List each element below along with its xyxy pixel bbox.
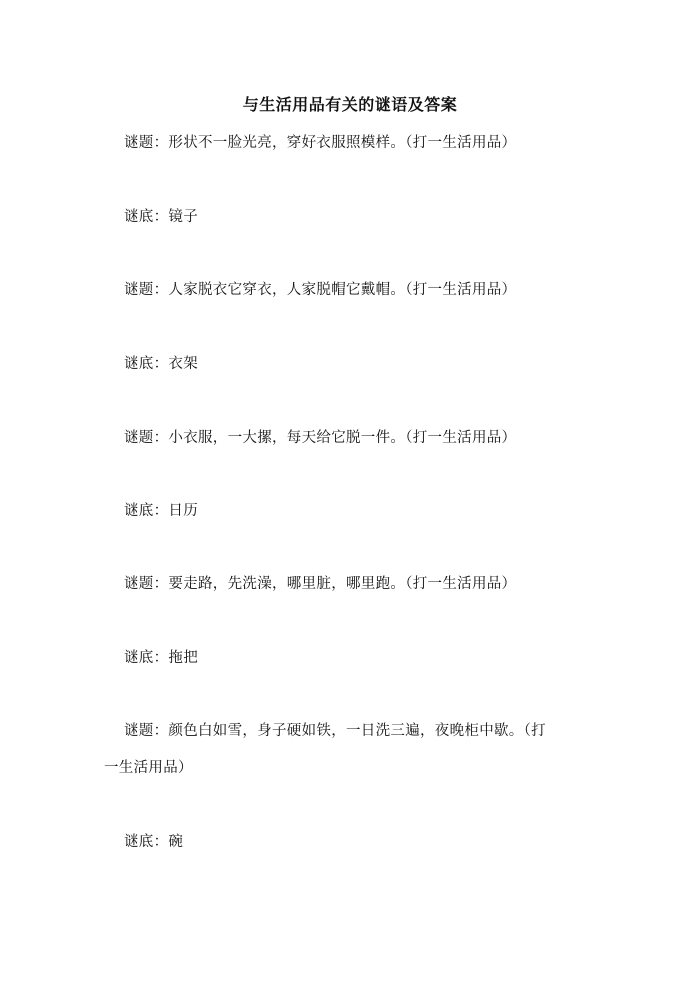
riddle-question-5-line1: 谜题：颜色白如雪，身子硬如铁，一日洗三遍，夜晚柜中歇。（打 (124, 723, 546, 739)
riddle-answer-1: 谜底：镜子 (124, 209, 198, 225)
riddle-question-3: 谜题：小衣服，一大摞，每天给它脱一件。（打一生活用品） (124, 430, 517, 446)
riddle-question-4: 谜题：要走路，先洗澡，哪里脏，哪里跑。（打一生活用品） (124, 576, 517, 592)
riddle-answer-5: 谜底：碗 (124, 834, 184, 850)
riddle-question-1: 谜题：形状不一脸光亮，穿好衣服照模样。（打一生活用品） (124, 135, 517, 151)
riddle-answer-2: 谜底：衣架 (124, 356, 198, 372)
riddle-answer-4: 谜底：拖把 (124, 650, 198, 666)
riddle-question-5-line2: 一生活用品） (104, 760, 193, 776)
riddle-answer-3: 谜底：日历 (124, 503, 198, 519)
riddle-question-2: 谜题：人家脱衣它穿衣，人家脱帽它戴帽。（打一生活用品） (124, 282, 517, 298)
document-title: 与生活用品有关的谜语及答案 (242, 95, 458, 114)
